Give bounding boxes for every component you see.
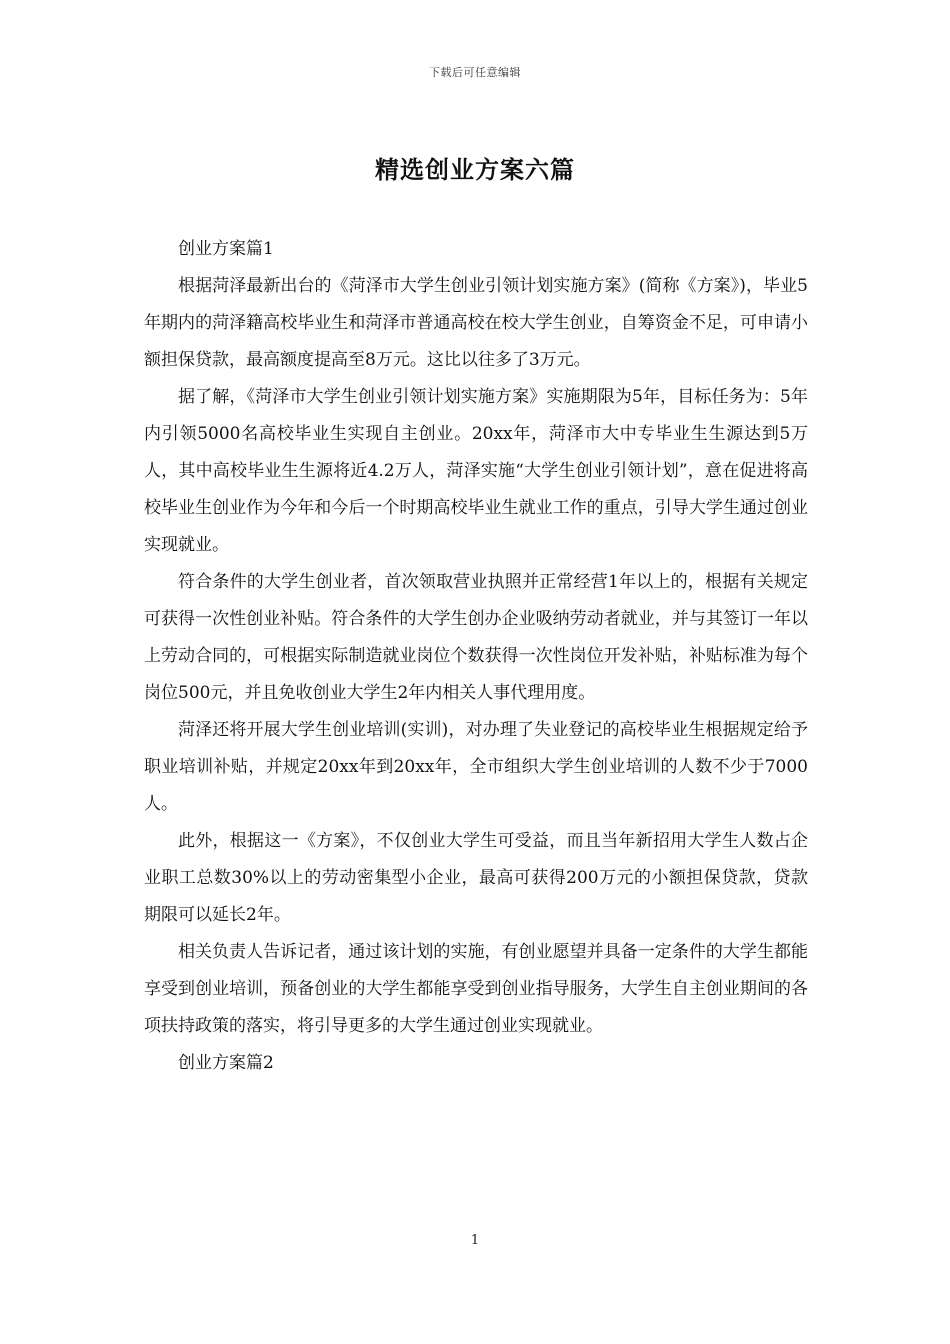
paragraph: 相关负责人告诉记者，通过该计划的实施，有创业愿望并具备一定条件的大学生都能享受到创业培训，预备创业的大学生都能享受到创业指导服务，大学生自主创业期间的各项扶持政策的落实，将引导更多的大学生通过创业实现就业。	[144, 942, 808, 1036]
document-body	[144, 231, 808, 1082]
paragraph: 据了解，《菏泽市大学生创业引领计划实施方案》实施期限为5年，目标任务为：5年内引领5000名高校毕业生实现自主创业。20xx年，菏泽市大中专毕业生生源达到5万人，其中高校毕业生生源将近4.2万人，菏泽实施“大学生创业引领计划”，意在促进将高校毕业生创业作为今年和今后一个时期高校毕业生就业工作的重点，引导大学生通过创业实现就业。	[144, 387, 808, 555]
paragraph: 菏泽还将开展大学生创业培训(实训)，对办理了失业登记的高校毕业生根据规定给予职业培训补贴，并规定20xx年到20xx年，全市组织大学生创业培训的人数不少于7000人。	[144, 720, 808, 814]
paragraph: 此外，根据这一《方案》，不仅创业大学生可受益，而且当年新招用大学生人数占企业职工总数30%以上的劳动密集型小企业，最高可获得200万元的小额担保贷款，贷款期限可以延长2年。	[144, 831, 808, 925]
paragraph: 符合条件的大学生创业者，首次领取营业执照并正常经营1年以上的，根据有关规定可获得一次性创业补贴。符合条件的大学生创办企业吸纳劳动者就业，并与其签订一年以上劳动合同的，可根据实际制造就业岗位个数获得一次性岗位开发补贴，补贴标准为每个岗位500元，并且免收创业大学生2年内相关人事代理用度。	[144, 572, 808, 703]
section-heading: 创业方案篇2	[178, 1053, 274, 1073]
section-heading: 创业方案篇1	[178, 239, 274, 259]
page-number: 1	[470, 1233, 480, 1248]
page-header: 下载后可任意编辑	[429, 66, 521, 79]
paragraph: 根据菏泽最新出台的《菏泽市大学生创业引领计划实施方案》(简称《方案》)，毕业5年期内的菏泽籍高校毕业生和菏泽市普通高校在校大学生创业，自筹资金不足，可申请小额担保贷款，最高额度提高至8万元。这比以往多了3万元。	[144, 276, 808, 370]
document-title: 精选创业方案六篇	[375, 156, 575, 184]
